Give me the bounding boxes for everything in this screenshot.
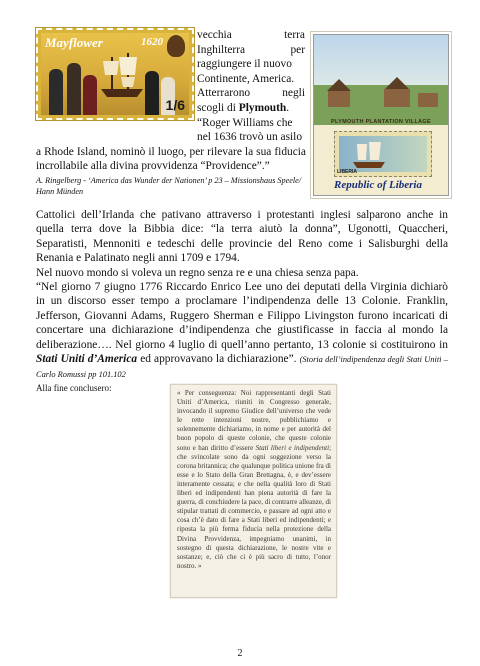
pilgrim-figure [145, 71, 159, 115]
stamp-queen-head [167, 35, 185, 57]
sheet-banner: PLYMOUTH PLANTATION VILLAGE [331, 119, 431, 125]
declaration-clipping-image [170, 384, 337, 598]
pilgrim-figure [83, 75, 97, 115]
clipping-text: « Per conseguenza: Noi rappresentanti degli Stati Uniti d’America, riuniti in Congresso generale, invocando il supremo Giudice dell’universo che vede le rette intenzioni nostre, pubblichiamo e solennemente dichiariamo, in nome e per autorità del buon popolo di queste colonie, che queste colonie sono e han diritto d’essere Stati liberi e indipendenti; che svincolate sono da ogni soggezione verso la corona britannica; che qualunque politica unione fra di esse e lo Stato della Gran Brettagna, è, e dev’essere interamente cessata; e che nella qualità loro di Stati liberi ed indipendenti han piena autorità di fare la guerra, di conchiudere la pace, di contrarre alleanze, di stipular trattati di commercio, e passare ad ogni atto e cosa ch’è dato di fare a Stati liberi ed indipendenti; e riposta la più ferma fiducia nella protezione della Divina Provvidenza, impegniamo unanimi, in sostegno di questa dichiarazione, le nostre vite e sostanze; e, ciò che ci è più sacro di tutto, l’onor nostro. » [177, 389, 332, 570]
place-plymouth: Plymouth [238, 101, 287, 114]
mini-stamp-label: LIBERIA [337, 169, 357, 175]
liberia-signature: Republic of Liberia [334, 179, 422, 191]
citation: A. Ringelberg - ‘America das Wunder der Nationen’ p 23 – Missionshaus Speele/ Hann Münden [36, 176, 302, 196]
main-text [36, 208, 448, 393]
paragraph-3-citation: (Storia dell’indipendenza degli Stati Uniti – Carlo Romussi pp 101.102 [36, 355, 448, 380]
stati-uniti-emphasis: Stati Uniti d’America [36, 353, 138, 366]
paragraph-2: Nel nuovo mondo si voleva un regno senza re e una chiesa senza papa. [36, 266, 359, 279]
paragraph-1: Cattolici dell’Irlanda che pativano attraverso i protestanti inglesi salparono anche in quella terra dove la Bibbia dice: “la terra aiutò la donna”, Ugonotti, Quaccheri, Separatisti, Mennoniti e tedeschi delle provincie del Reno come i Salisburghi della Renania e Palatinato negli anni 1709 e 1794. [36, 209, 448, 265]
pilgrim-figure [49, 69, 63, 115]
ship-icon [95, 49, 149, 101]
liberia-souvenir-sheet-image [313, 34, 449, 196]
stamp-value: 1/6 [165, 97, 185, 113]
stamp-year: 1620 [141, 36, 163, 48]
mini-stamp [334, 131, 432, 177]
stamp-title: Mayflower [45, 35, 103, 50]
page-number: 2 [237, 648, 243, 659]
pilgrim-figure [67, 63, 81, 115]
ship-icon [349, 140, 389, 170]
intro-column: vecchia terra Inghilterra per raggiungere il nuovo Continente, America. Atterrarono negli scogli di Plymouth. “Roger Williams che nel 1636 trovò un asilo [197, 29, 305, 144]
conclusion-line: Alla fine conclusero: [36, 382, 112, 393]
paragraph-3: “Nel giorno 7 giugno 1776 Riccardo Enrico Lee uno dei deputati della Virginia dichiarò in un discorso esser tempo a proclamare l’indipendenza delle 13 Colonie. Franklin, Jefferson, Giovanni Adams, Ruggero Sherman e Filippo Livingston furono incaricati di concertare una dichiarazione d’indipendenza che giustificasse in faccia al mondo la deliberazione…. Nel giorno 4 luglio di quell’anno pertanto, 13 colonie si costituirono in Stati Uniti d’America ed approvavano la dichiarazione”. (Storia dell’indipendenza degli Stati Uniti – Carlo Romussi pp 101.102 [36, 281, 448, 380]
mayflower-stamp-image [36, 28, 194, 120]
intro-continuation: a Rhode Island, nominò il luogo, per rilevare la sua fiducia incrollabile alla divina provvidenza “Providence”.” [36, 146, 306, 173]
